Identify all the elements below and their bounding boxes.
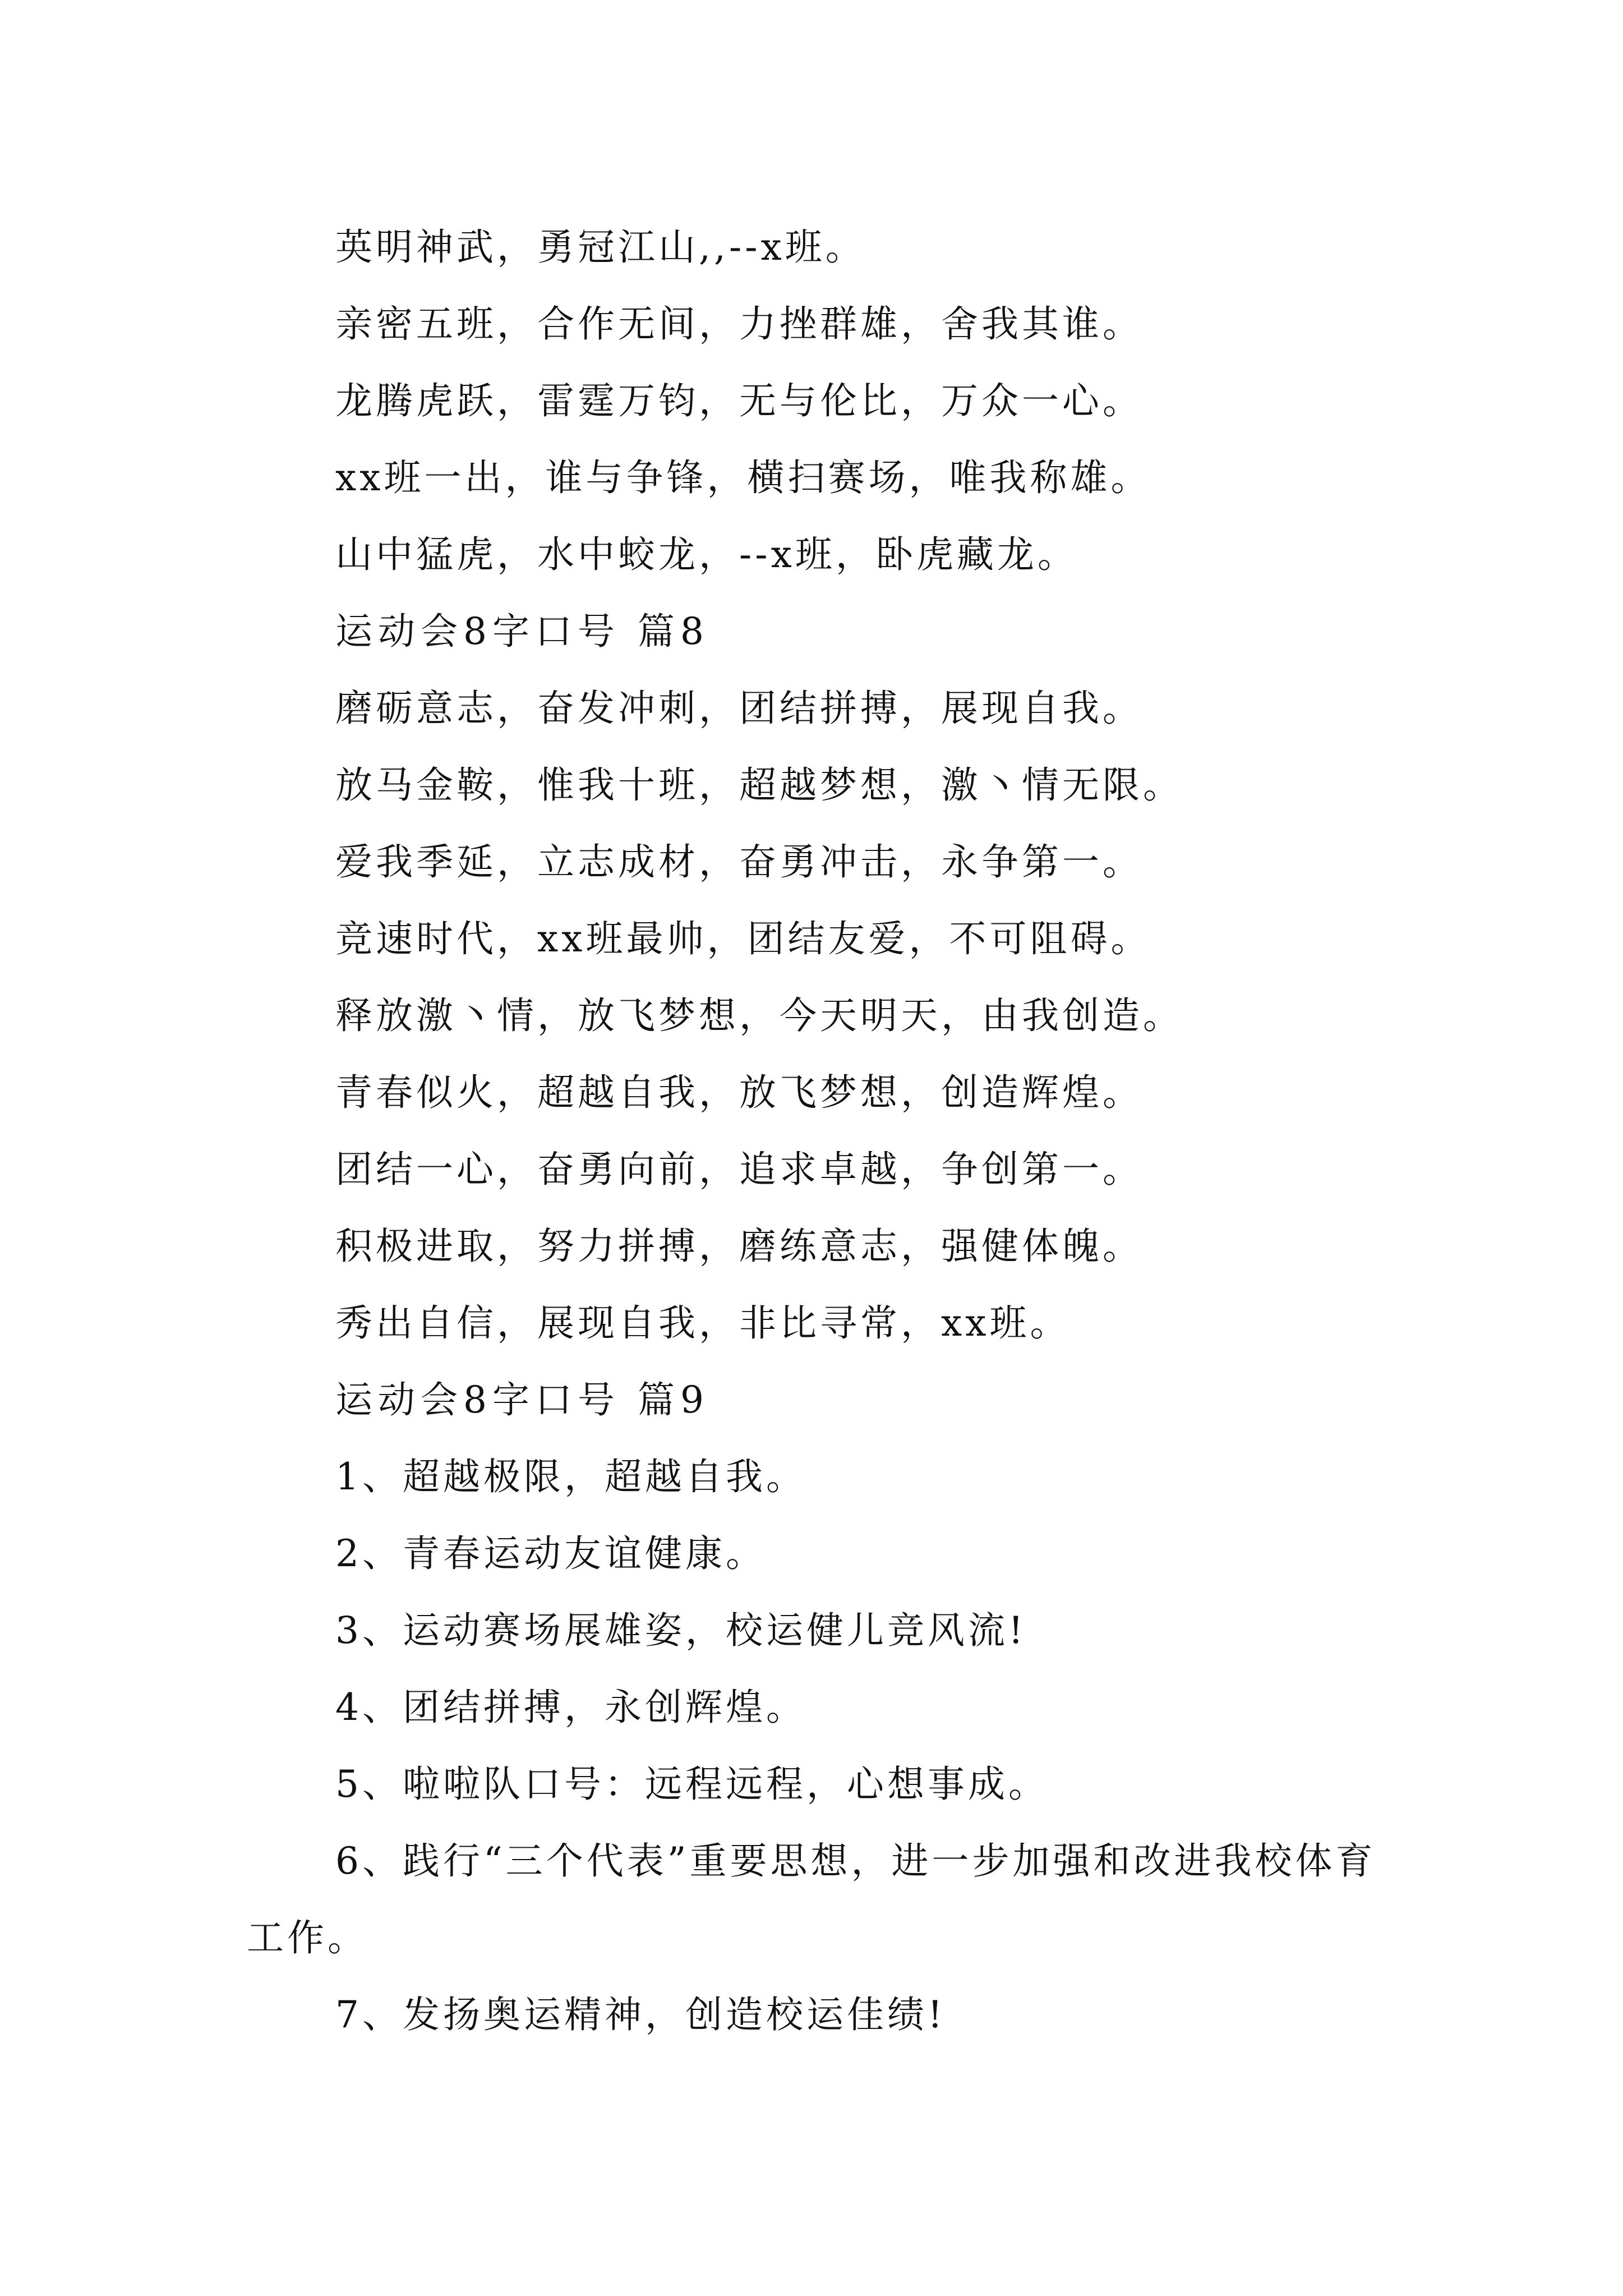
document-body bbox=[247, 209, 1391, 2053]
numbered-paragraph: 6、践行“三个代表”重要思想，进一步加强和改进我校体育工作。 bbox=[247, 1839, 1376, 1959]
slogan-line: 秀出自信，展现自我，非比寻常，xx班。 bbox=[335, 1301, 1071, 1345]
numbered-slogan: 3、运动赛场展雄姿，校运健儿竞风流! bbox=[335, 1609, 1027, 1652]
slogan-line: 团结一心，奋勇向前，追求卓越，争创第一。 bbox=[335, 1148, 1143, 1191]
slogan-line: 积极进取，努力拼搏，磨练意志，强健体魄。 bbox=[335, 1225, 1143, 1268]
slogan-line: 爱我季延，立志成材，奋勇冲击，永争第一。 bbox=[335, 840, 1143, 884]
section-heading-9: 运动会8字口号 篇9 bbox=[335, 1378, 709, 1421]
slogan-line: 亲密五班，合作无间，力挫群雄，舍我其谁。 bbox=[335, 302, 1143, 346]
numbered-slogan: 2、青春运动友谊健康。 bbox=[335, 1532, 766, 1575]
slogan-line: xx班一出，谁与争锋，横扫赛场，唯我称雄。 bbox=[335, 456, 1151, 499]
slogan-line: 磨砺意志，奋发冲刺，团结拼搏，展现自我。 bbox=[335, 687, 1143, 730]
numbered-slogan: 5、啦啦队口号：远程远程，心想事成。 bbox=[335, 1763, 1049, 1806]
slogan-line: 山中猛虎，水中蛟龙，--x班，卧虎藏龙。 bbox=[335, 533, 1078, 576]
slogan-line: 释放激丶情，放飞梦想，今天明天，由我创造。 bbox=[335, 994, 1183, 1037]
slogan-line: 竞速时代，xx班最帅，团结友爱，不可阻碍。 bbox=[335, 917, 1151, 960]
slogan-line: 英明神武，勇冠江山,,--x班。 bbox=[335, 226, 866, 269]
slogan-line: 放马金鞍，惟我十班，超越梦想，激丶情无限。 bbox=[335, 763, 1183, 807]
numbered-slogan: 7、发扬奥运精神，创造校运佳绩! bbox=[335, 1993, 946, 2036]
section-heading-8: 运动会8字口号 篇8 bbox=[335, 610, 709, 653]
numbered-slogan: 4、团结拼搏，永创辉煌。 bbox=[335, 1686, 806, 1729]
slogan-line: 龙腾虎跃，雷霆万钧，无与伦比，万众一心。 bbox=[335, 379, 1143, 422]
slogan-line: 青春似火，超越自我，放飞梦想，创造辉煌。 bbox=[335, 1071, 1143, 1114]
numbered-slogan: 1、超越极限，超越自我。 bbox=[335, 1455, 806, 1498]
